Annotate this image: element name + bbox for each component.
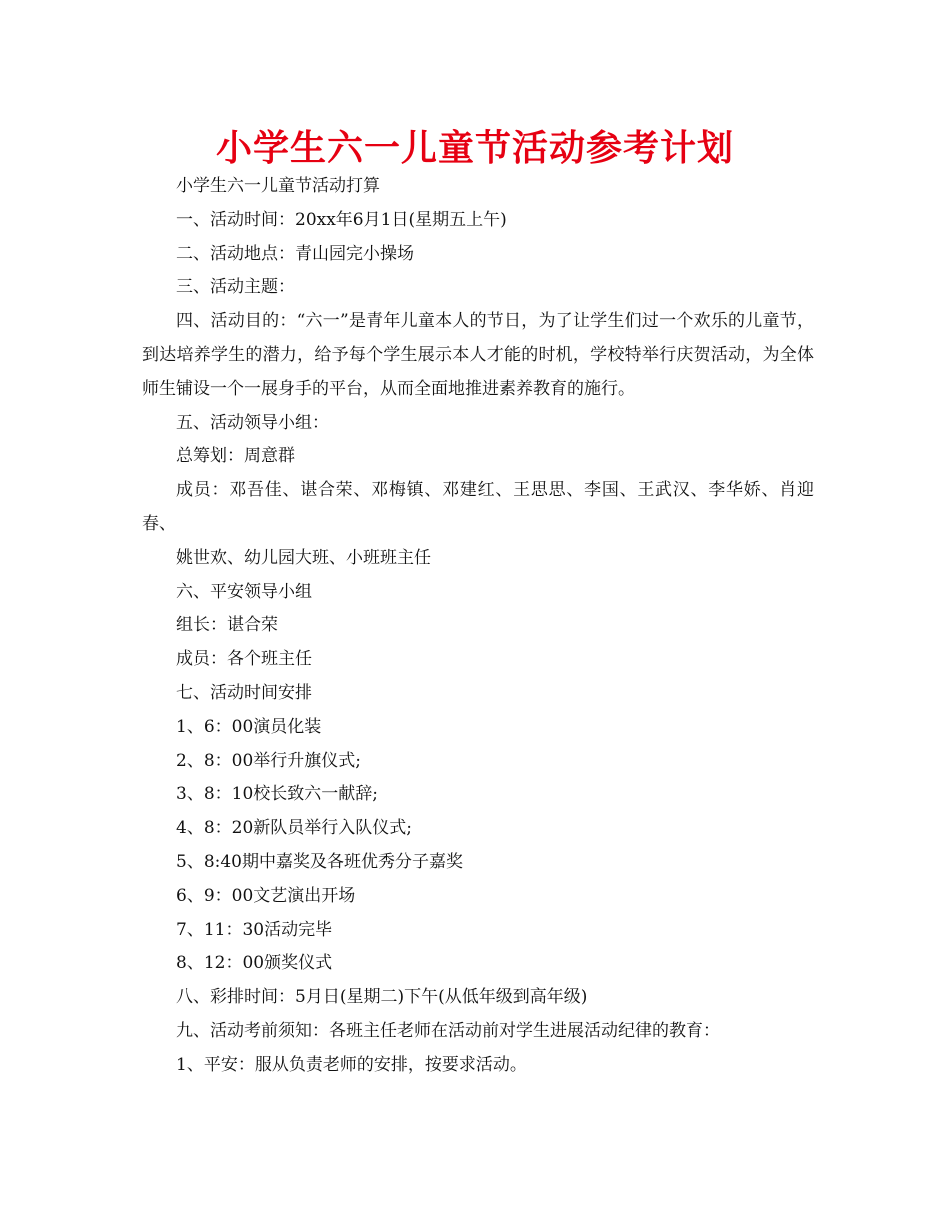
paragraph: 三、活动主题： [176, 277, 295, 298]
paragraph: 2、8：00举行升旗仪式; [176, 750, 361, 771]
paragraph: 小学生六一儿童节活动打算 [176, 176, 380, 196]
paragraph: 成员：邓吾佳、谌合荣、邓梅镇、邓建红、王思思、李国、王武汉、李华娇、肖迎春、 [142, 480, 814, 534]
paragraph: 成员：各个班主任 [176, 649, 312, 670]
paragraph: 六、平安领导小组 [176, 581, 312, 602]
paragraph: 五、活动领导小组： [176, 412, 329, 433]
paragraph: 3、8：10校长致六一献辞; [176, 784, 378, 805]
paragraph: 1、6：00演员化装 [176, 716, 322, 737]
paragraph: 组长：谌合荣 [176, 615, 278, 636]
document-title: 小学生六一儿童节活动参考计划 [215, 128, 734, 169]
paragraph: 一、活动时间：20xx年6月1日(星期五上午) [176, 209, 507, 230]
paragraph: 4、8：20新队员举行入队仪式; [176, 818, 412, 839]
paragraph: 四、活动目的：“六一”是青年儿童本人的节日，为了让学生们过一个欢乐的儿童节，到达培养学生的潜力，给予每个学生展示本人才能的时机，学校特举行庆贺活动，为全体师生铺设一个一展身手的平台，从而全面地推进素养教育的施行。 [142, 311, 814, 399]
paragraph: 姚世欢、幼儿园大班、小班班主任 [176, 547, 431, 568]
paragraph: 8、12：00颁奖仪式 [176, 953, 333, 974]
paragraph: 七、活动时间安排 [176, 682, 312, 703]
paragraph: 5、8:40期中嘉奖及各班优秀分子嘉奖 [176, 851, 463, 872]
paragraph: 九、活动考前须知：各班主任老师在活动前对学生进展活动纪律的教育： [176, 1020, 720, 1041]
paragraph: 八、彩排时间：5月日(星期二)下午(从低年级到高年级) [176, 987, 588, 1008]
document-body [142, 170, 814, 1083]
paragraph: 总筹划：周意群 [176, 446, 295, 467]
paragraph: 二、活动地点：青山园完小操场 [176, 243, 414, 264]
paragraph: 7、11：30活动完毕 [176, 919, 333, 940]
paragraph: 1、平安：服从负责老师的安排，按要求活动。 [176, 1054, 527, 1075]
paragraph: 6、9：00文艺演出开场 [176, 885, 356, 906]
